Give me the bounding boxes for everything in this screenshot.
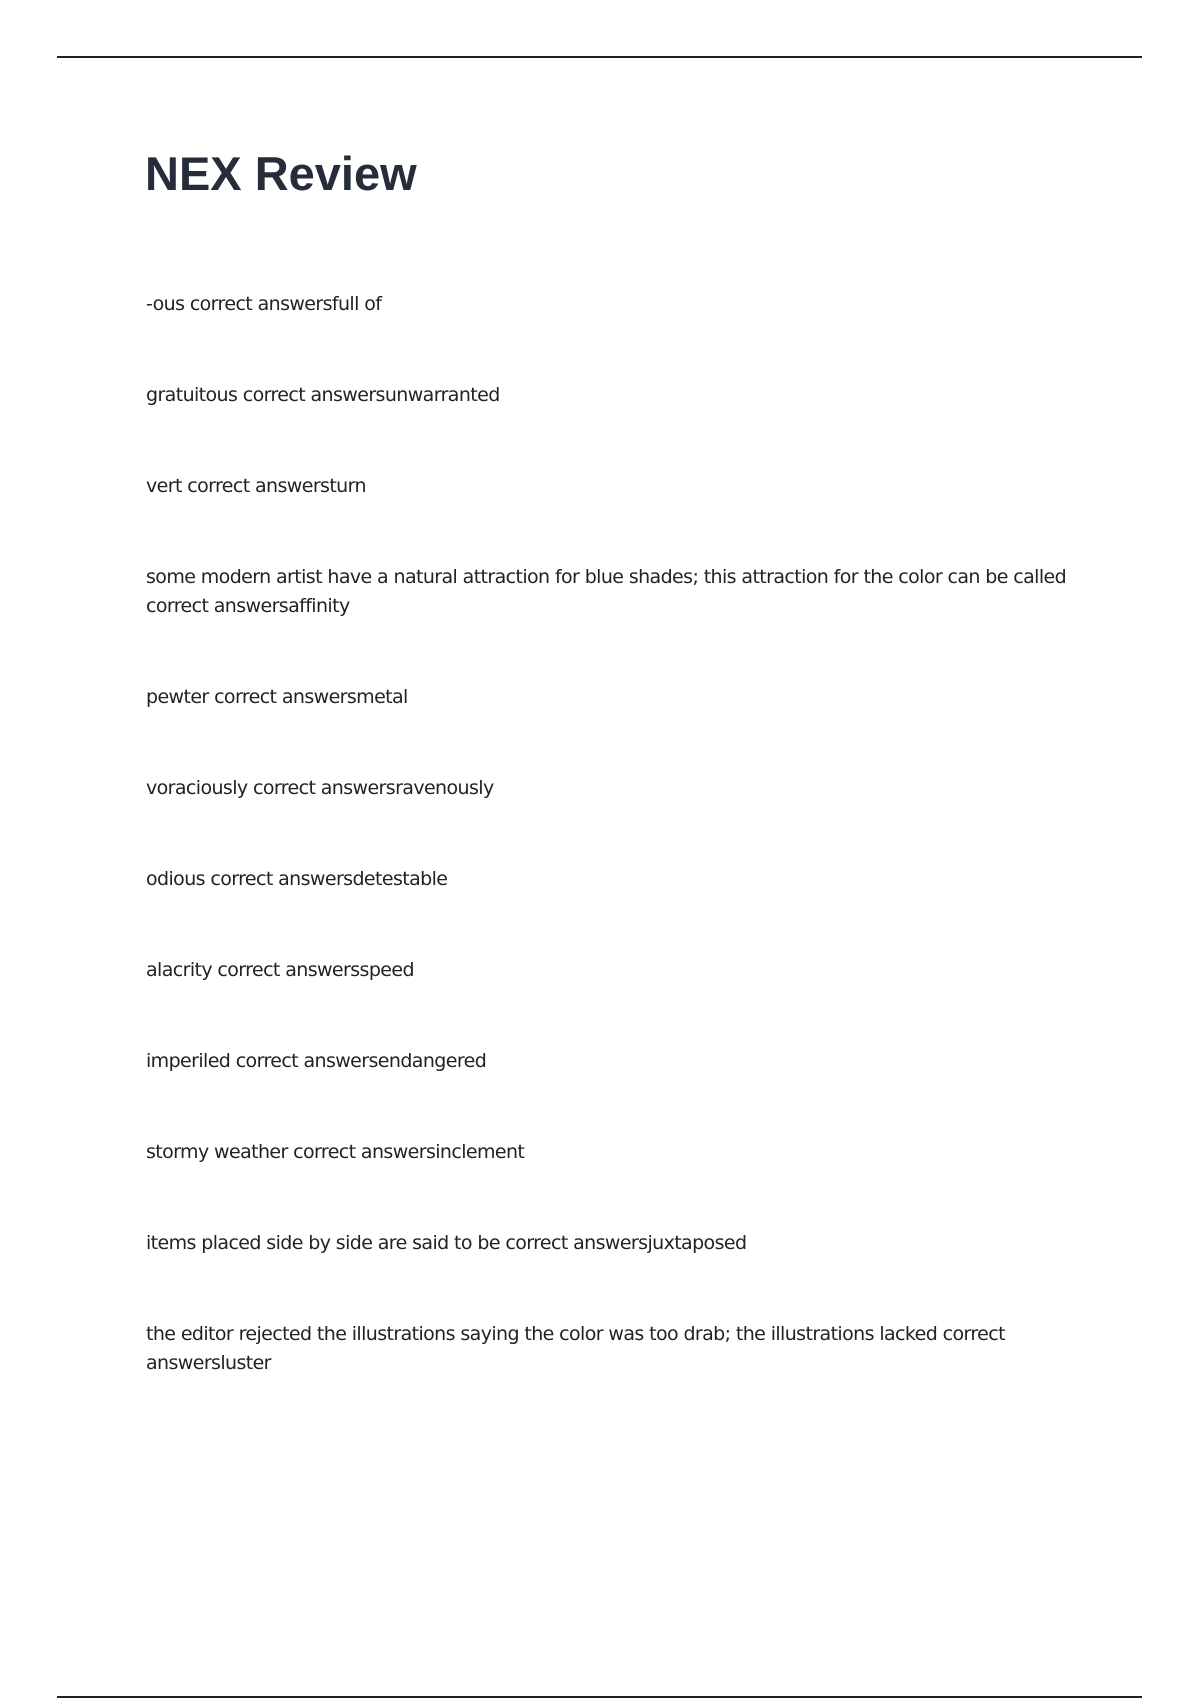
top-divider xyxy=(57,56,1142,58)
flashcard-item: alacrity correct answersspeed xyxy=(146,959,414,981)
flashcard-item: items placed side by side are said to be correct answersjuxtaposed xyxy=(146,1232,747,1254)
flashcard-item: imperiled correct answersendangered xyxy=(146,1050,487,1072)
flashcard-item: voraciously correct answersravenously xyxy=(146,777,494,799)
flashcard-item: the editor rejected the illustrations saying the color was too drab; the illustrations lacked correct answersluster xyxy=(146,1323,1005,1374)
flashcard-item: -ous correct answersfull of xyxy=(146,293,382,315)
flashcard-item: vert correct answersturn xyxy=(146,475,366,497)
page-title: NEX Review xyxy=(145,147,417,200)
flashcard-item: gratuitous correct answersunwarranted xyxy=(146,384,500,406)
flashcard-item: pewter correct answersmetal xyxy=(146,686,408,708)
flashcard-item: some modern artist have a natural attraction for blue shades; this attraction for the color can be called correct answersaffinity xyxy=(146,566,1067,617)
flashcard-item: odious correct answersdetestable xyxy=(146,868,448,890)
bottom-divider xyxy=(57,1696,1142,1698)
flashcard-list xyxy=(146,290,1086,1440)
flashcard-item: stormy weather correct answersinclement xyxy=(146,1141,525,1163)
